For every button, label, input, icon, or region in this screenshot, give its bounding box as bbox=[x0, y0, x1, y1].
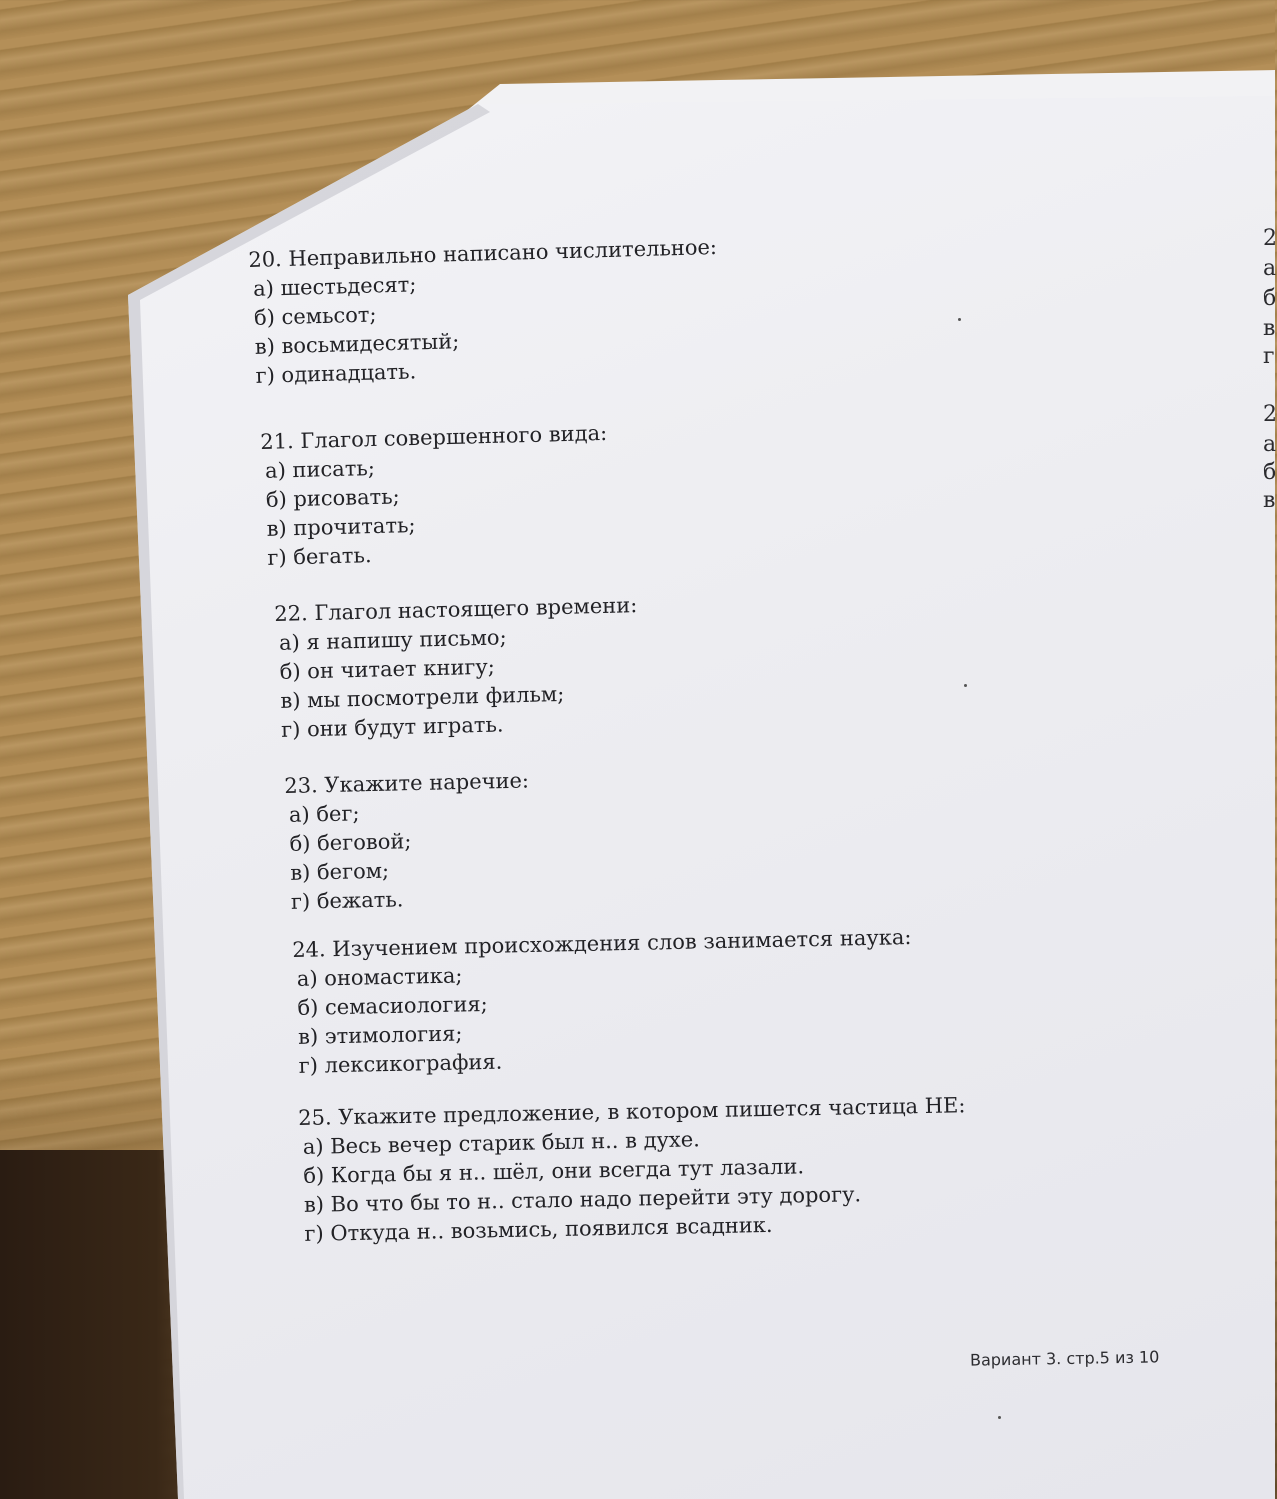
answer-option-b: б) беговой; bbox=[289, 829, 412, 856]
answer-option-a: а) Весь вечер старик был н.. в духе. bbox=[302, 1127, 701, 1159]
question-21 bbox=[260, 419, 611, 573]
answer-option-d: г) одинадцать. bbox=[255, 359, 417, 388]
question-22 bbox=[274, 591, 641, 745]
paper-speck bbox=[964, 684, 967, 687]
right-edge-fragment: б bbox=[1263, 286, 1277, 311]
answer-option-b: б) Когда бы я н.. шёл, они всегда тут лазали. bbox=[303, 1154, 805, 1188]
right-edge-fragment: 2 bbox=[1263, 226, 1277, 251]
answer-option-d: г) лексикография. bbox=[298, 1049, 503, 1078]
answer-option-d: г) они будут играть. bbox=[280, 712, 504, 742]
answer-option-a: а) я напишу письмо; bbox=[278, 625, 507, 655]
right-edge-fragment: а bbox=[1263, 256, 1277, 281]
answer-option-b: б) он читает книгу; bbox=[279, 654, 496, 684]
paper-speck bbox=[958, 318, 961, 321]
question-title: 21. Глагол совершенного вида: bbox=[260, 420, 608, 454]
paper-speck bbox=[998, 1416, 1001, 1419]
question-title: 22. Глагол настоящего времени: bbox=[274, 593, 638, 626]
answer-options bbox=[249, 262, 721, 391]
answer-option-d: г) Откуда н.. возьмись, появился всадник. bbox=[304, 1212, 773, 1246]
question-title: 25. Укажите предложение, в котором пишется частица НЕ: bbox=[298, 1093, 966, 1130]
answer-option-b: б) семасиология; bbox=[297, 991, 488, 1020]
answer-options bbox=[299, 1120, 968, 1249]
answer-options bbox=[285, 795, 532, 917]
right-edge-fragment: в bbox=[1263, 316, 1276, 341]
answer-options bbox=[293, 952, 915, 1081]
question-title: 20. Неправильно написано числительное: bbox=[248, 234, 718, 272]
answer-option-b: б) рисовать; bbox=[265, 484, 400, 512]
answer-option-a: а) бег; bbox=[288, 801, 360, 827]
answer-options bbox=[261, 448, 611, 573]
answer-options bbox=[275, 620, 641, 745]
answer-option-c: в) прочитать; bbox=[266, 512, 416, 541]
question-24 bbox=[292, 923, 914, 1081]
answer-option-a: а) ономастика; bbox=[296, 963, 463, 991]
answer-option-c: в) бегом; bbox=[290, 858, 390, 885]
right-edge-fragment: а bbox=[1263, 432, 1277, 457]
question-20 bbox=[248, 233, 721, 391]
right-edge-fragment: г bbox=[1263, 344, 1275, 369]
question-23 bbox=[284, 766, 532, 917]
answer-option-a: а) писать; bbox=[264, 456, 376, 483]
answer-option-b: б) семьсот; bbox=[253, 302, 377, 330]
page-footer: Вариант 3. стр.5 из 10 bbox=[969, 1347, 1160, 1370]
right-edge-fragment: в bbox=[1263, 488, 1276, 513]
answer-option-c: в) Во что бы то н.. стало надо перейти эту дорогу. bbox=[303, 1182, 862, 1217]
question-title: 23. Укажите наречие: bbox=[284, 768, 530, 798]
answer-option-c: в) этимология; bbox=[297, 1021, 463, 1049]
right-edge-fragment: б bbox=[1263, 460, 1277, 485]
answer-option-a: а) шестьдесят; bbox=[252, 272, 417, 301]
right-edge-fragment: 2 bbox=[1263, 402, 1277, 427]
answer-option-d: г) бегать. bbox=[267, 543, 372, 570]
answer-option-c: в) восьмидесятый; bbox=[254, 329, 460, 359]
answer-option-d: г) бежать. bbox=[290, 887, 404, 914]
question-title: 24. Изучением происхождения слов занимается наука: bbox=[292, 925, 912, 962]
question-25 bbox=[298, 1091, 968, 1249]
answer-option-c: в) мы посмотрели фильм; bbox=[280, 681, 565, 713]
